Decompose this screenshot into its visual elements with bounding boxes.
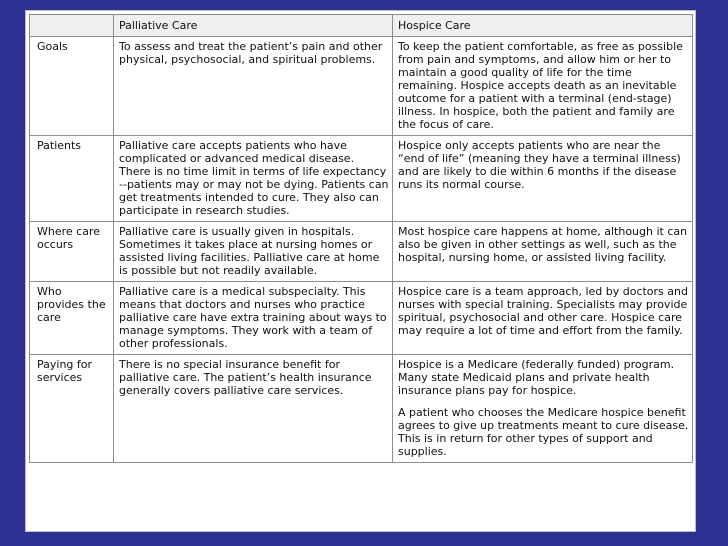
cell-text: There is no special insurance benefit for palliative care. The patient’s health insurance generally covers palliative care services.: [119, 358, 372, 397]
cell-text: Hospice is a Medicare (federally funded) program. Many state Medicaid plans and private health insurance plans pay for hospice.: [398, 358, 675, 397]
cell-text: To assess and treat the patient’s pain and other physical, psychosocial, and spiritual problems.: [119, 40, 383, 66]
cell-goals-palliative: [114, 37, 393, 136]
row-label-patients: Patients: [30, 136, 114, 222]
header-blank: [30, 15, 114, 37]
cell-who-hospice: [393, 282, 693, 355]
cell-text: Palliative care is usually given in hospitals. Sometimes it takes place at nursing homes or assisted living facilities. Palliative care at home is possible but not readily available.: [119, 225, 380, 277]
row-label-where-care-occurs: Where care occurs: [30, 222, 114, 282]
header-hospice-care: Hospice Care: [393, 15, 693, 37]
row-label-who-provides: Who provides the care: [30, 282, 114, 355]
comparison-table: [29, 14, 693, 463]
cell-patients-palliative: [114, 136, 393, 222]
slide-frame: [25, 10, 696, 532]
row-goals: [30, 37, 693, 136]
cell-where-hospice: [393, 222, 693, 282]
cell-goals-hospice: [393, 37, 693, 136]
row-patients: [30, 136, 693, 222]
header-row: [30, 15, 693, 37]
cell-text: Most hospice care happens at home, although it can also be given in other settings as well, such as the hospital, nursing home, or assisted living facility.: [398, 225, 688, 264]
row-label-paying: Paying for services: [30, 355, 114, 463]
cell-text: To keep the patient comfortable, as free as possible from pain and symptoms, and allow him or her to maintain a good quality of life for the time remaining. Hospice accepts death as an inevitable outcome for a patient with a terminal (end-stage) illness. In hospice, both the patient and family are the focus of care.: [398, 40, 683, 131]
cell-paying-palliative: [114, 355, 393, 463]
cell-text: Hospice only accepts patients who are near the “end of life” (meaning they have a terminal illness) and are likely to die within 6 months if the disease runs its normal course.: [398, 139, 681, 191]
cell-text: Hospice care is a team approach, led by doctors and nurses with special training. Specialists may provide spiritual, psychosocial and other care. Hospice care may require a lot of time and effort from the family.: [398, 285, 688, 337]
cell-paying-hospice: [393, 355, 693, 463]
cell-patients-hospice: [393, 136, 693, 222]
cell-text: Palliative care accepts patients who have complicated or advanced medical disease. There is no time limit in terms of life expectancy --patients may or may not be dying. Patients can get treatments intended to cure. They also can participate in research studies.: [119, 139, 389, 217]
cell-who-palliative: [114, 282, 393, 355]
row-where-care-occurs: [30, 222, 693, 282]
row-who-provides: [30, 282, 693, 355]
cell-text: Palliative care is a medical subspecialty. This means that doctors and nurses who practice palliative care have extra training about ways to manage symptoms. They work with a team of other professionals.: [119, 285, 387, 350]
row-paying-for-services: [30, 355, 693, 463]
header-palliative-care: Palliative Care: [114, 15, 393, 37]
row-label-goals: Goals: [30, 37, 114, 136]
cell-text: A patient who chooses the Medicare hospice benefit agrees to give up treatments meant to cure disease. This is in return for other types of support and supplies.: [398, 406, 689, 458]
cell-where-palliative: [114, 222, 393, 282]
